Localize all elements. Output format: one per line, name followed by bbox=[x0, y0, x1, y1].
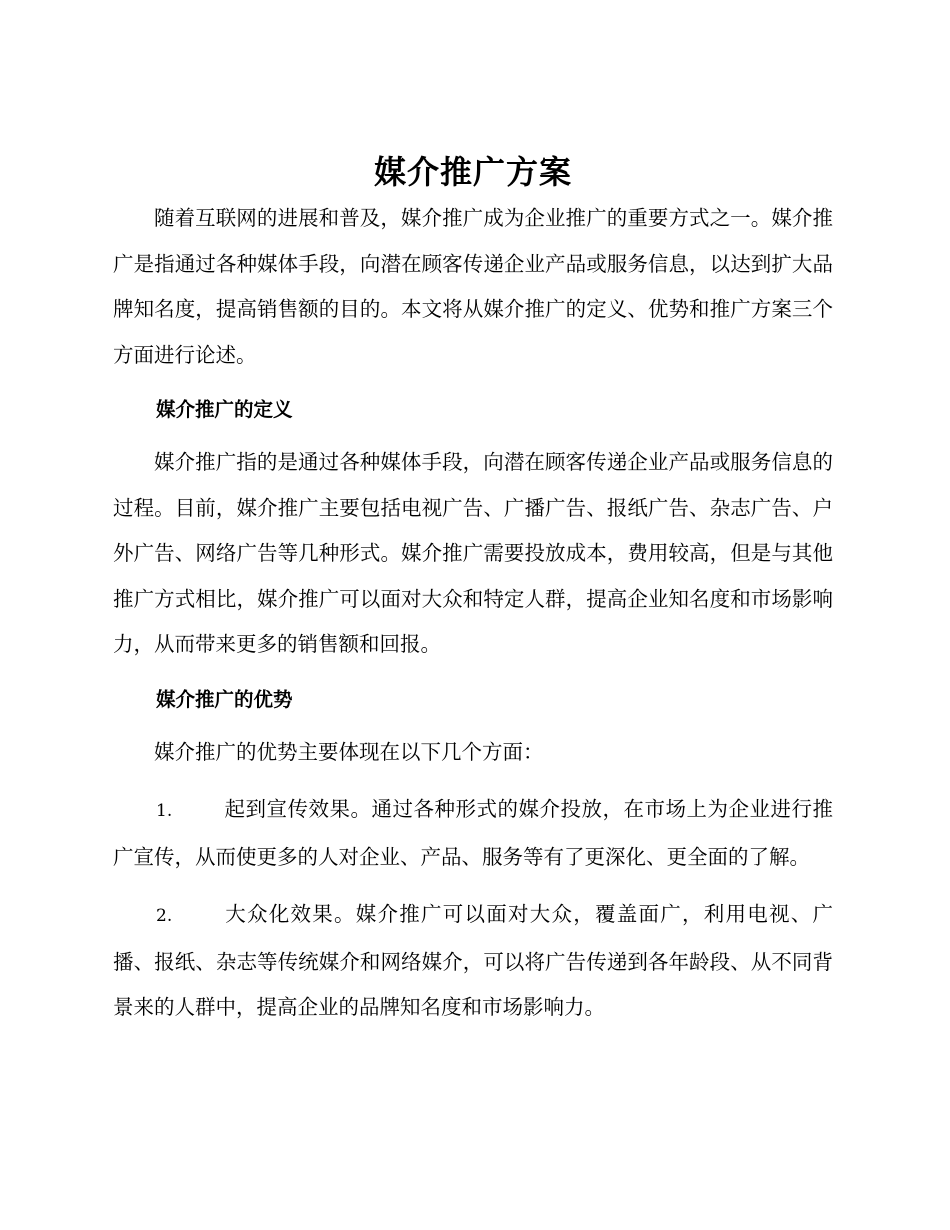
list-item-text: 大众化效果。媒介推广可以面对大众，覆盖面广，利用电视、广播、报纸、杂志等传统媒介和网络媒介，可以将广告传递到各年龄段、从不同背景来的人群中，提高企业的品牌知名度和市场影响力。 bbox=[113, 902, 833, 1019]
list-item bbox=[113, 787, 833, 880]
list-item-number: 1. bbox=[156, 801, 173, 821]
page-title: 媒介推广方案 bbox=[373, 153, 572, 191]
list-item-text: 起到宣传效果。通过各种形式的媒介投放，在市场上为企业进行推广宣传，从而使更多的人对企业、产品、服务等有了更深化、更全面的了解。 bbox=[113, 797, 833, 869]
definition-paragraph: 媒介推广指的是通过各种媒体手段，向潜在顾客传递企业产品或服务信息的过程。目前，媒介推广主要包括电视广告、广播广告、报纸广告、杂志广告、户外广告、网络广告等几种形式。媒介推广需要投放成本，费用较高，但是与其他推广方式相比，媒介推广可以面对大众和特定人群，提高企业知名度和市场影响力，从而带来更多的销售额和回报。 bbox=[113, 450, 833, 656]
intro-paragraph: 随着互联网的进展和普及，媒介推广成为企业推广的重要方式之一。媒介推广是指通过各种媒体手段，向潜在顾客传递企业产品或服务信息，以达到扩大品牌知名度，提高销售额的目的。本文将从媒介推广的定义、优势和推广方案三个方面进行论述。 bbox=[113, 206, 833, 367]
section-heading-advantages: 媒介推广的优势 bbox=[156, 687, 293, 711]
list-item bbox=[113, 892, 833, 1031]
document-content bbox=[113, 148, 833, 1031]
list-item-number: 2. bbox=[156, 906, 173, 926]
section-heading-definition: 媒介推广的定义 bbox=[156, 398, 293, 421]
advantages-intro-paragraph: 媒介推广的优势主要体现在以下几个方面： bbox=[154, 739, 544, 764]
